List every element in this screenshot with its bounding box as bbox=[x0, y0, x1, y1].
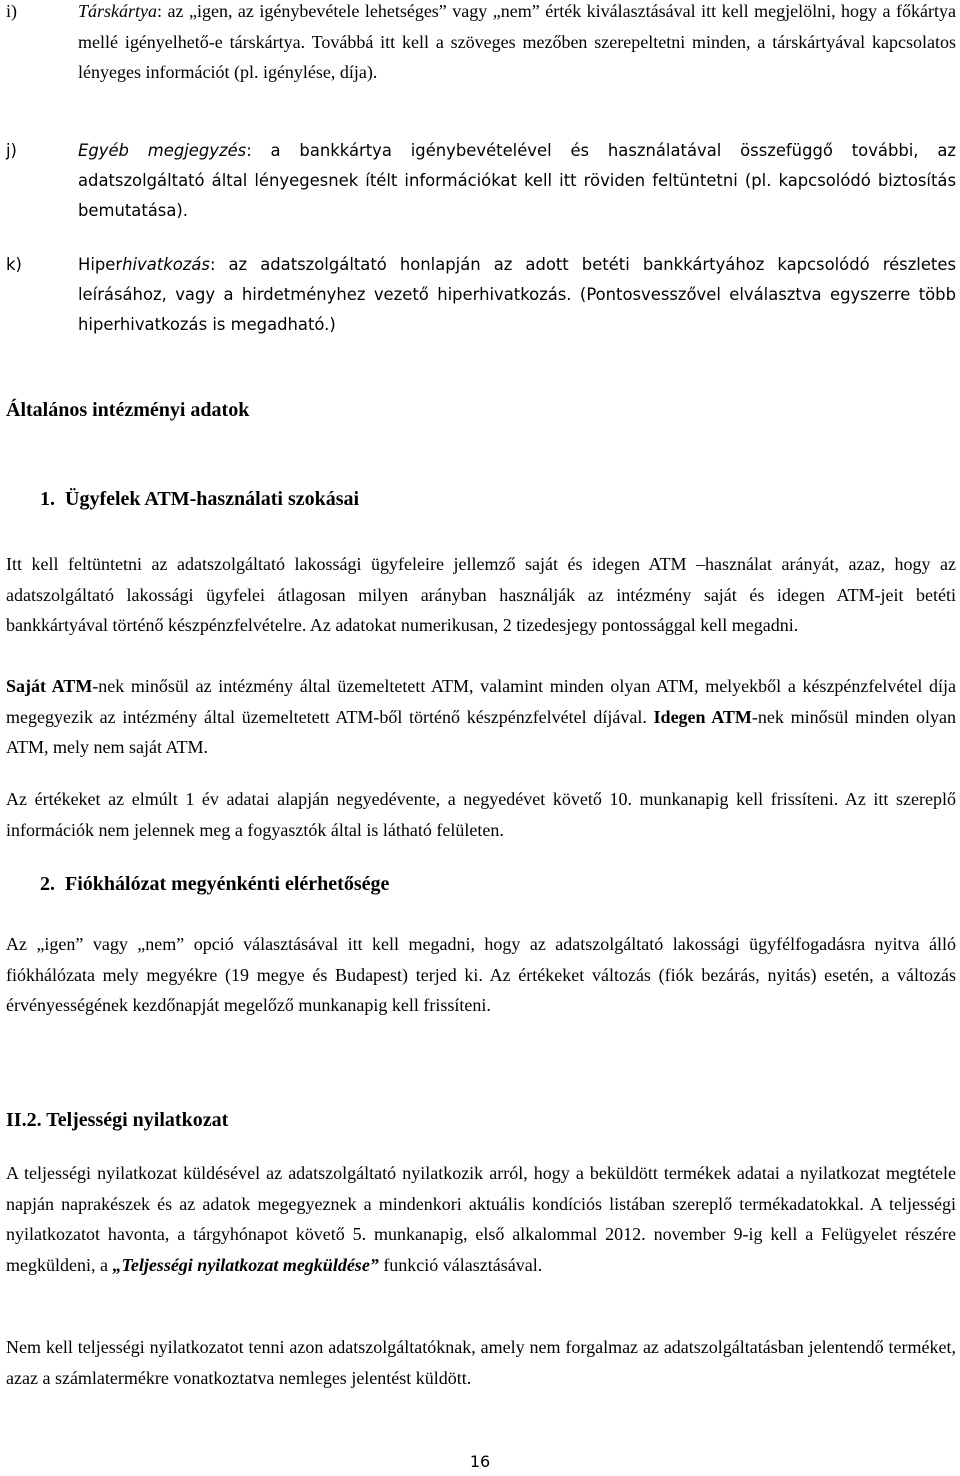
paragraph-text: A teljességi nyilatkozat küldésével az adatszolgáltató nyilatkozik arról, hogy a beküldött termékek adatai a nyilatkozat megtétele napján naprakészek és az adatok megegyeznek a mindenkori aktuális kondíciós listában szereplő termékadatokkal. A teljességi nyilatkozatot havonta, a tárgyhónapot követő 5. munkanapig, első alkalommal 2012. november 9-ig kell a Felügyelet részére megküldeni, a bbox=[6, 1163, 956, 1275]
list-term: Egyéb megjegyzés bbox=[78, 141, 247, 160]
list-text: : az adatszolgáltató honlapján az adott betéti bankkártyához kapcsolódó részletes leírásához, vagy a hirdetményhez vezető hiperhivatkozás. (Pontosvesszővel elválasztva egyszerre több hiperhivatkozás is megadható.) bbox=[78, 255, 956, 334]
bold-term-foreign-atm: Idegen ATM bbox=[653, 706, 752, 727]
list-term: hivatkozás bbox=[122, 255, 210, 274]
section-2-title: 2. Fiókhálózat megyénkénti elérhetősége bbox=[40, 873, 390, 895]
list-marker: i) bbox=[6, 1, 17, 21]
list-item-k bbox=[6, 250, 956, 340]
list-term: Társkártya bbox=[78, 1, 158, 21]
section-1-paragraph-3: Az értékeket az elmúlt 1 év adatai alapján negyedévente, a negyedévet követő 10. munkanapig kell frissíteni. Az itt szereplő információk nem jelennek meg a fogyasztók által is látható felületen. bbox=[6, 789, 956, 840]
list-text: : az „igen, az igénybevétele lehetséges” vagy „nem” érték kiválasztásával itt kell megjelölni, hogy a főkártya mellé igényelhető-e társkártya. Továbbá itt kell a szöveges mezőben szerepeltetni minden, a társkártyával kapcsolatos lényeges információt (pl. igénylése, díja). bbox=[78, 1, 956, 82]
list-term-plain: Hiper bbox=[78, 255, 123, 274]
bold-term-own-atm: Saját ATM bbox=[6, 676, 93, 696]
section-ii2-paragraph-1 bbox=[6, 1158, 956, 1280]
section-heading-general: Általános intézményi adatok bbox=[6, 399, 250, 421]
list-marker: k) bbox=[6, 255, 22, 274]
section-ii2-title: II.2. Teljességi nyilatkozat bbox=[6, 1109, 229, 1131]
list-marker: j) bbox=[6, 141, 17, 160]
section-1-paragraph-1: Itt kell feltüntetni az adatszolgáltató lakossági ügyfeleire jellemző saját és idegen ATM –használat arányát, azaz, hogy az adatszolgáltató lakossági ügyfelei átlagosan milyen arányban használják az intézmény saját és idegen ATM-jeit betéti bankkártyával történő készpénzfelvételre. Az adatokat numerikusan, 2 tizedesjegy pontossággal kell megadni. bbox=[6, 554, 956, 635]
section-ii2-paragraph-2: Nem kell teljességi nyilatkozatot tenni azon adatszolgáltatóknak, amely nem forgalmaz az adatszolgáltatásban jelentendő terméket, azaz a számlatermékre vonatkoztatva nemleges jelentést küldött. bbox=[6, 1337, 956, 1388]
paragraph-text: -nek minősül minden olyan ATM, mely nem saját ATM. bbox=[6, 706, 956, 757]
paragraph-text: -nek minősül az intézmény által üzemeltetett ATM, valamint minden olyan ATM, melyekből a készpénzfelvétel díja megegyezik az intézmény által üzemeltetett ATM-ből történő készpénzfelvétel díjával. bbox=[6, 676, 957, 727]
section-1-paragraph-2 bbox=[6, 671, 956, 763]
page-number: 16 bbox=[469, 1452, 491, 1471]
list-item-j bbox=[6, 136, 956, 226]
section-1-title: 1. Ügyfelek ATM-használati szokásai bbox=[40, 488, 360, 510]
list-text: : a bankkártya igénybevételével és használatával összefüggő további, az adatszolgáltató által lényegesnek ítélt információkat kell itt röviden feltüntetni (pl. kapcsolódó biztosítás bemutatása). bbox=[78, 141, 956, 220]
list-item-i bbox=[6, 0, 956, 88]
section-2-paragraph-1: Az „igen” vagy „nem” opció választásával itt kell megadni, hogy az adatszolgáltató lakossági ügyfélfogadásra nyitva álló fiókhálózata mely megyékre (19 megye és Budapest) terjed ki. Az értékeket változás (fiók bezárás, nyitás) esetén, a változás érvényességének kezdőnapját megelőző munkanapig kell frissíteni. bbox=[6, 934, 956, 1015]
paragraph-text: funkció választásával. bbox=[378, 1254, 543, 1275]
function-name: „Teljességi nyilatkozat megküldése” bbox=[112, 1254, 379, 1275]
